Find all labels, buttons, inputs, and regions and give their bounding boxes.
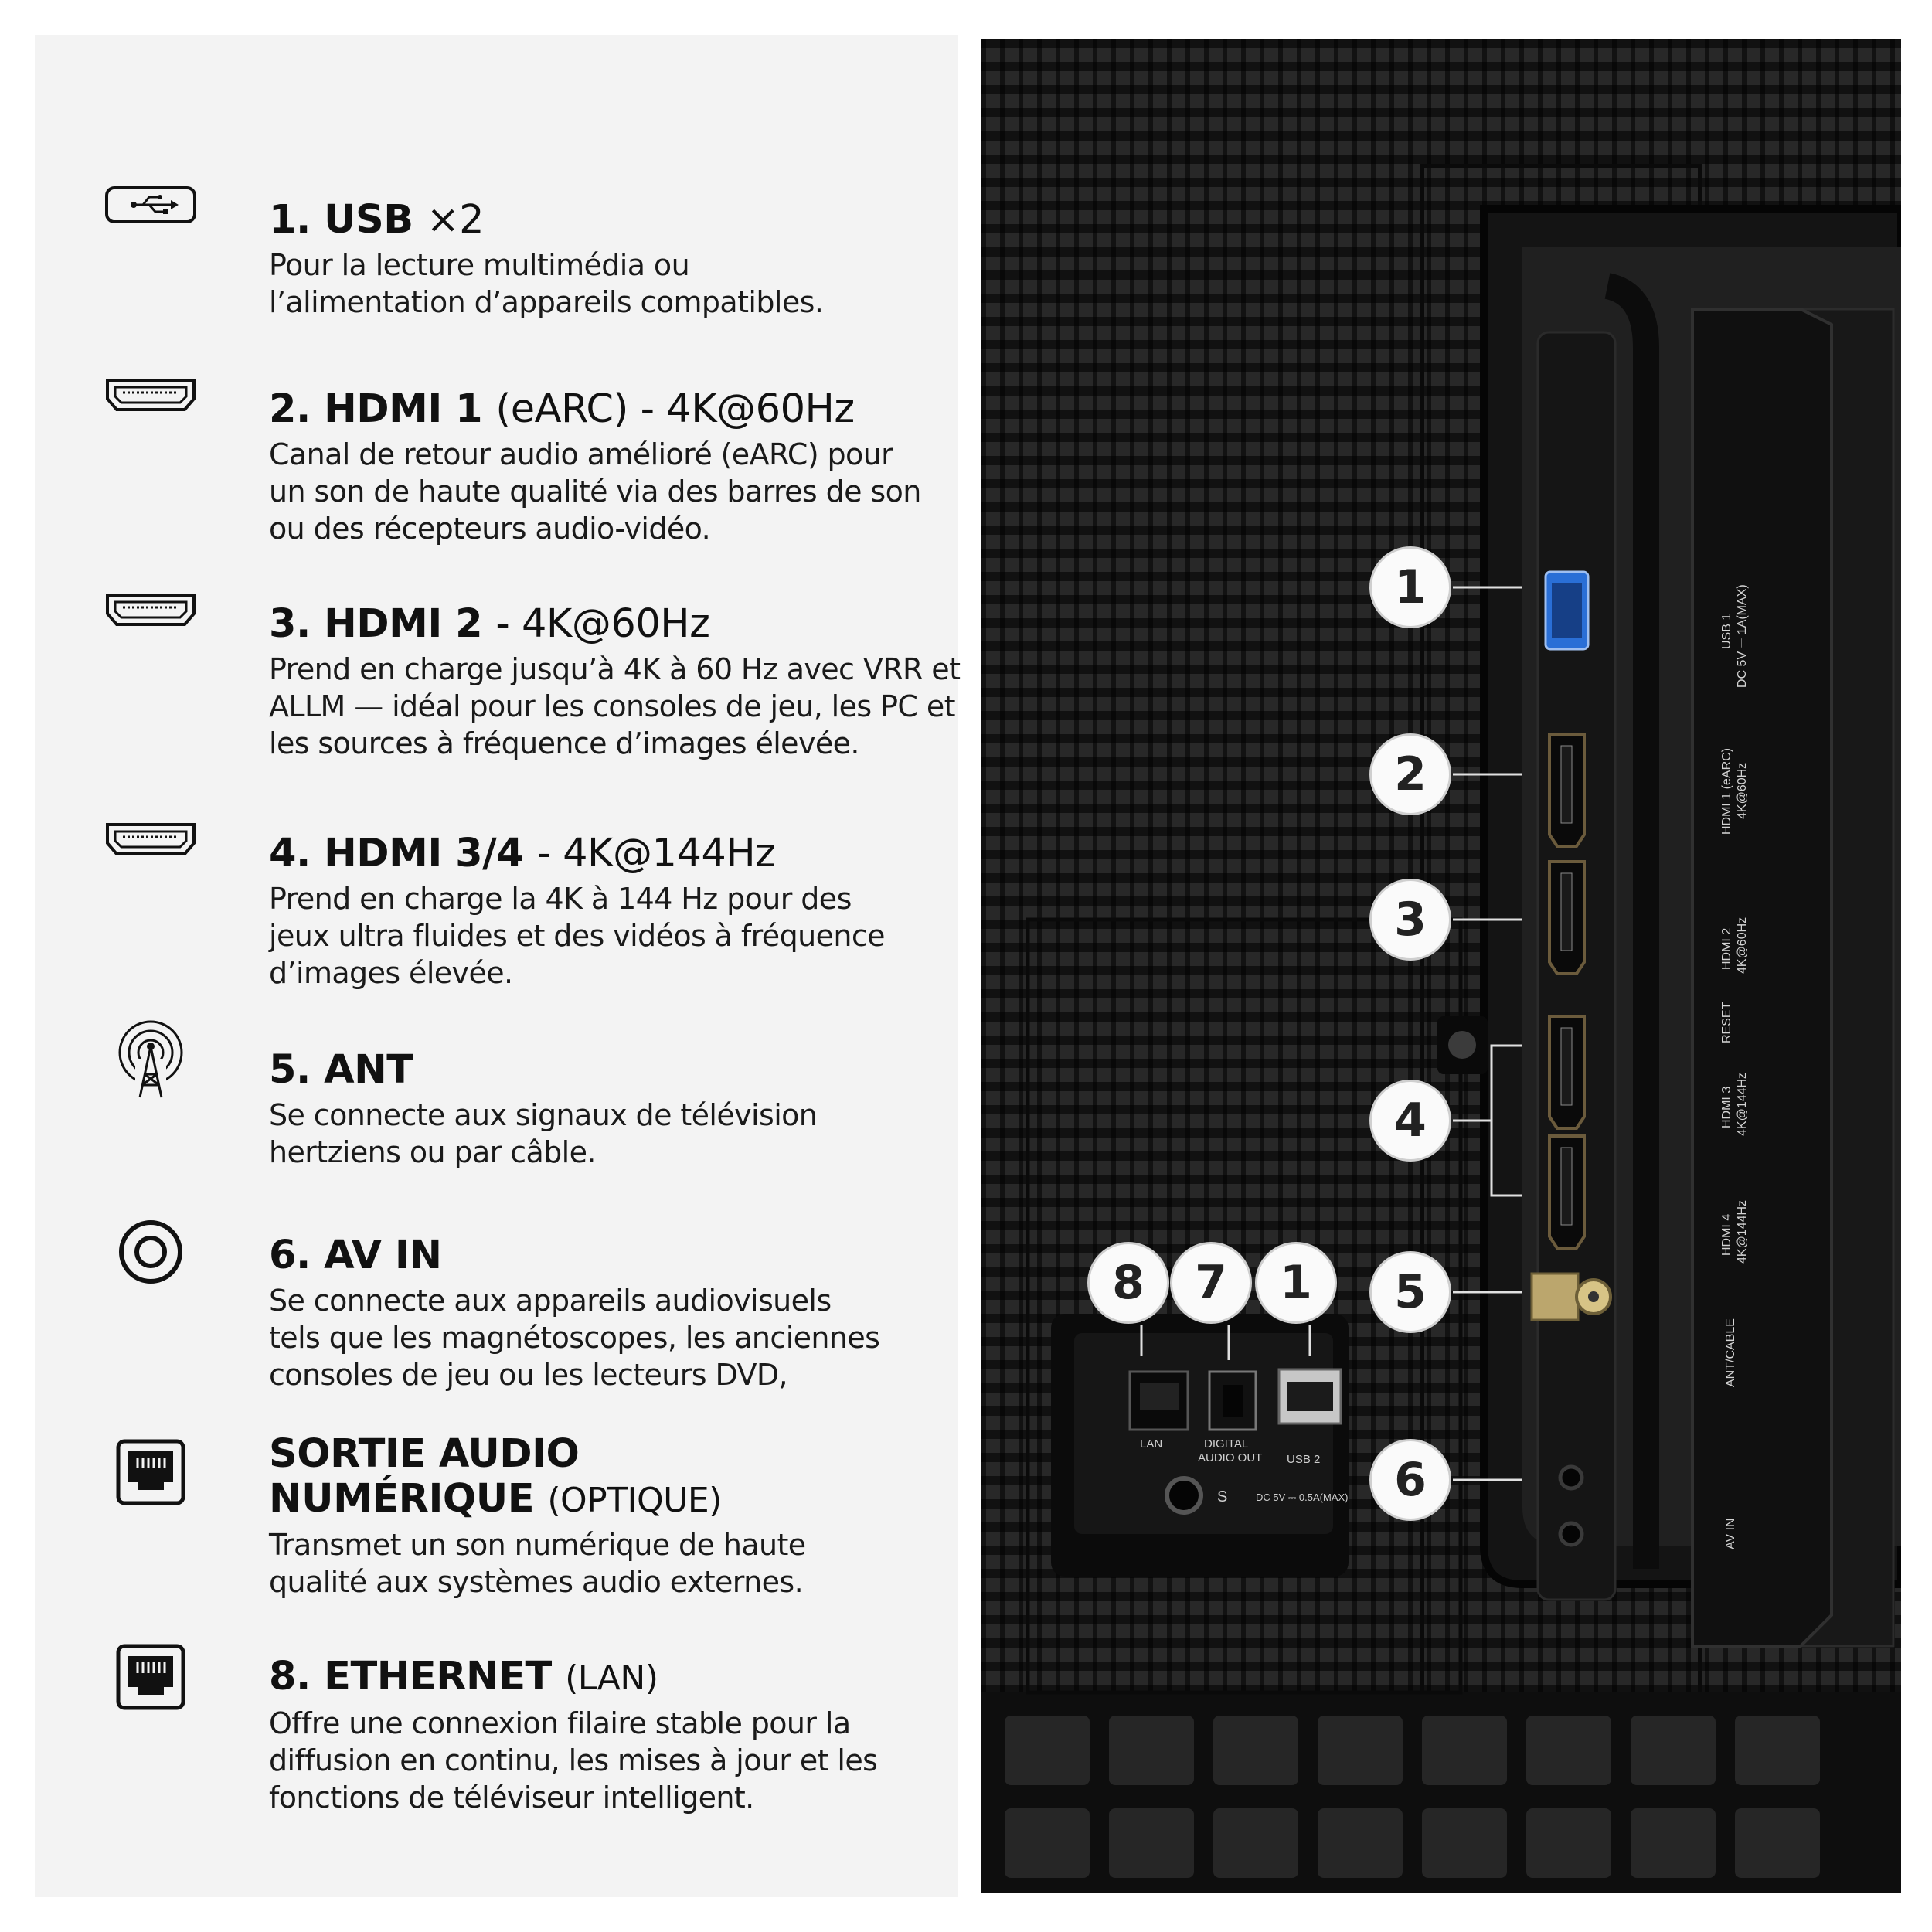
desc-line: consoles de jeu ou les lecteurs DVD, (269, 1358, 788, 1392)
title-suffix: (eARC) - 4K@60Hz (495, 386, 855, 432)
title-bold: 6. AV IN (269, 1233, 442, 1278)
desc-line: Canal de retour audio amélioré (eARC) pour (269, 437, 893, 471)
title-bold: 3. HDMI 2 (269, 601, 483, 647)
title-bold: 8. ETHERNET (269, 1654, 552, 1699)
antenna-icon (100, 1024, 201, 1101)
feature-description (269, 247, 949, 321)
desc-line: Prend en charge la 4K à 144 Hz pour des (269, 882, 852, 916)
port-label-usb-1: USB 1 (1720, 613, 1733, 649)
callout-badge-usb-2: 1 (1257, 1244, 1335, 1321)
feature-text (269, 1432, 949, 1600)
feature-title (269, 386, 949, 433)
feature-title (269, 1432, 949, 1523)
desc-line: les sources à fréquence d’images élevée. (269, 726, 859, 760)
ethernet-icon (100, 1434, 201, 1511)
feature-description (269, 1705, 949, 1816)
desc-line: tels que les magnétoscopes, les anciennes (269, 1321, 880, 1355)
title-bold: 2. HDMI 1 (269, 386, 483, 432)
desc-line: hertziens ou par câble. (269, 1135, 596, 1169)
title-bold: 4. HDMI 3/4 (269, 831, 524, 876)
feature-description (269, 1097, 949, 1171)
desc-line: Offre une connexion filaire stable pour la (269, 1706, 851, 1740)
port-label-hdmi-1-spec: 4K@60Hz (1736, 762, 1749, 819)
feature-text (269, 1654, 949, 1816)
title-bold-line-2: NUMÉRIQUE (269, 1476, 535, 1522)
feature-text (269, 601, 961, 762)
port-label-av-in: AV IN (1724, 1518, 1737, 1549)
hdmi-icon (100, 355, 201, 433)
feature-title (269, 601, 949, 648)
callout-badge-hdmi-3-4: 4 (1372, 1082, 1449, 1159)
feature-description (269, 651, 961, 762)
hdmi-icon (100, 570, 201, 648)
desc-line: d’images élevée. (269, 956, 513, 990)
feature-title (269, 197, 949, 243)
port-label-hdmi-4: HDMI 4 (1720, 1213, 1733, 1256)
desc-line: qualité aux systèmes audio externes. (269, 1565, 804, 1599)
port-label-hdmi-3: HDMI 3 (1720, 1086, 1733, 1128)
callout-badge-antenna: 5 (1372, 1253, 1449, 1331)
desc-line: Se connecte aux appareils audiovisuels (269, 1284, 832, 1318)
title-suffix: - 4K@60Hz (495, 601, 710, 647)
port-label-usb-1-power: DC 5V ⎓ 1A(MAX) (1736, 584, 1749, 688)
port-label-service: S (1217, 1488, 1228, 1505)
feature-title (269, 1654, 949, 1702)
title-suffix: - 4K@144Hz (536, 831, 776, 876)
usb-icon (100, 166, 201, 243)
port-label-digital: DIGITAL (1204, 1437, 1249, 1451)
feature-title (269, 831, 949, 877)
callout-badge-ethernet: 8 (1090, 1244, 1167, 1321)
desc-line: Pour la lecture multimédia ou (269, 248, 690, 282)
feature-text (269, 197, 949, 321)
desc-line: Prend en charge jusqu’à 4K à 60 Hz avec VRR et (269, 652, 961, 686)
tv-back-illustration (981, 39, 1901, 1893)
desc-line: diffusion en continu, les mises à jour et les (269, 1743, 878, 1777)
feature-description (269, 880, 949, 992)
feature-text (269, 1233, 949, 1393)
callout-badge-hdmi-1: 2 (1372, 736, 1449, 813)
title-bold: 1. USB (269, 197, 413, 243)
port-label-reset: RESET (1720, 1002, 1733, 1043)
callout-badge-av-in: 6 (1372, 1441, 1449, 1519)
feature-title (269, 1047, 949, 1094)
desc-line: ou des récepteurs audio-vidéo. (269, 512, 711, 546)
feature-list-panel (35, 35, 961, 1897)
feature-text (269, 1047, 949, 1171)
port-label-usb-2-power: DC 5V ⎓ 0.5A(MAX) (1256, 1492, 1349, 1503)
port-label-audio-out: AUDIO OUT (1198, 1451, 1263, 1464)
port-label-hdmi-2-spec: 4K@60Hz (1736, 917, 1749, 974)
feature-description (269, 1282, 949, 1393)
title-bold: 5. ANT (269, 1047, 413, 1093)
desc-line: ALLM — idéal pour les consoles de jeu, les PC et (269, 689, 955, 723)
ethernet-icon (100, 1638, 201, 1716)
callout-badge-hdmi-2: 3 (1372, 881, 1449, 958)
port-label-hdmi-4-spec: 4K@144Hz (1736, 1199, 1749, 1264)
desc-line: jeux ultra fluides et des vidéos à fréquence (269, 919, 885, 953)
title-suffix: ×2 (426, 197, 485, 243)
hdmi-icon (100, 800, 201, 877)
callout-badge-usb: 1 (1372, 549, 1449, 626)
feature-text (269, 386, 949, 547)
tv-back-photo (981, 39, 1901, 1893)
feature-title (269, 1233, 949, 1279)
desc-line: Transmet un son numérique de haute (269, 1528, 806, 1562)
title-suffix: (OPTIQUE) (547, 1481, 722, 1520)
port-label-usb-2: USB 2 (1287, 1453, 1321, 1466)
port-label-hdmi-3-spec: 4K@144Hz (1736, 1072, 1749, 1136)
feature-description (269, 436, 949, 547)
port-label-lan: LAN (1140, 1437, 1163, 1451)
port-label-hdmi-1: HDMI 1 (eARC) (1720, 747, 1733, 835)
port-label-hdmi-2: HDMI 2 (1720, 927, 1733, 970)
callout-badge-optical: 7 (1172, 1244, 1250, 1321)
feature-description (269, 1526, 949, 1600)
desc-line: l’alimentation d’appareils compatibles. (269, 285, 824, 319)
desc-line: fonctions de téléviseur intelligent. (269, 1781, 754, 1815)
desc-line: un son de haute qualité via des barres de son (269, 474, 921, 509)
av-in-icon (100, 1213, 201, 1291)
desc-line: Se connecte aux signaux de télévision (269, 1098, 818, 1132)
title-bold: SORTIE AUDIO (269, 1431, 580, 1477)
port-label-ant-cable: ANT/CABLE (1724, 1318, 1737, 1387)
feature-text (269, 831, 949, 992)
title-suffix: (LAN) (565, 1658, 658, 1698)
